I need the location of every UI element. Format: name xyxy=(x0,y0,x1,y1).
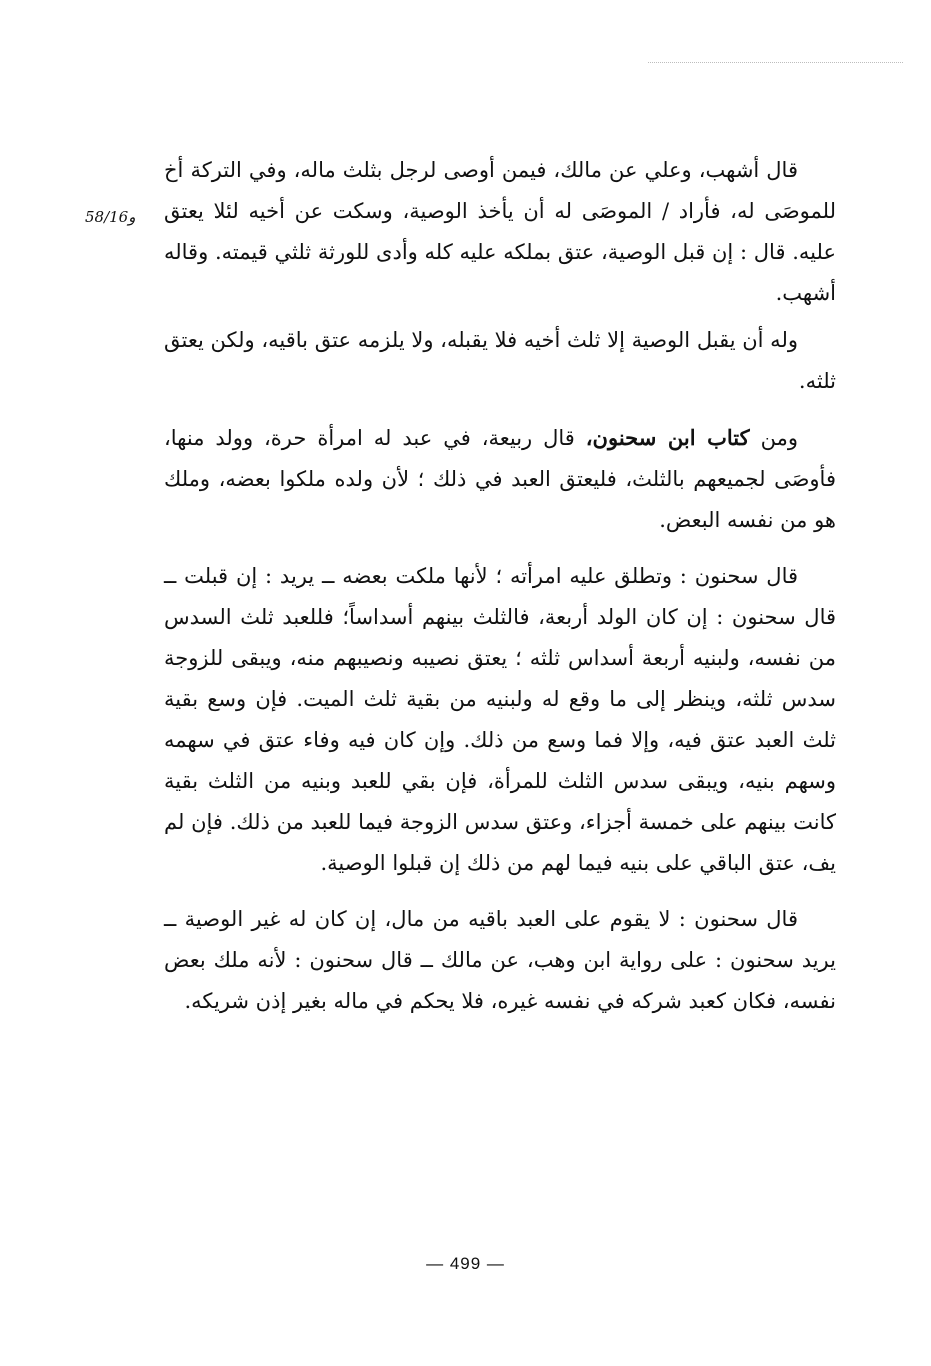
paragraph-1-line-2: للموصَى له، فأراد / الموصَى له أن يأخذ الوصية، وسكت عن أخيه لئلا يعتق xyxy=(164,199,836,223)
paragraph-5-line-1: قال سحنون : لا يقوم على العبد باقيه من مال، إن كان له غير الوصية ــ xyxy=(164,907,798,931)
paragraph-2-line-1: وله أن يقبل الوصية إلا ثلث أخيه فلا يقبله، ولا يلزمه عتق باقيه، ولكن xyxy=(210,328,798,352)
paragraph-3-lead: ومن xyxy=(760,426,798,450)
paragraph-5-line-3: نفسه، فكان كعبد شركه في نفسه غيره، فلا يحكم في ماله بغير إذن شريكه. xyxy=(184,989,836,1013)
paragraph-4 xyxy=(164,556,836,884)
paragraph-4-line-3: السدس من نفسه، ولبنيه أربعة أسداس ثلثه ؛ يعتق نصيبه ونصيبهم منه، ويبقى xyxy=(164,605,836,670)
paragraph-3-line-1-rest: قال ربيعة، في عبد له امرأة حرة، وولد منها، xyxy=(164,426,575,450)
manuscript-folio-note: 58/16و xyxy=(85,208,136,226)
paragraph-1 xyxy=(164,150,836,314)
paragraph-5-line-2: يريد سحنون : على رواية ابن وهب، عن مالك ــ قال سحنون : لأنه ملك بعض xyxy=(164,948,836,972)
paragraph-4-line-7: كانت بينهم على خمسة أجزاء، وعتق سدس الزوجة فيما للعبد من ذلك. فإن لم xyxy=(164,810,836,834)
page-number: — 499 — xyxy=(426,1254,505,1273)
paragraph-2-line-2: يعتق ثلثه. xyxy=(164,328,836,393)
body-text xyxy=(164,150,836,1022)
paragraph-4-line-5: ثلث العبد عتق فيه، وإلا فما وسع من ذلك. وإن كان فيه وفاء عتق في سهمه xyxy=(164,728,836,752)
paragraph-2 xyxy=(164,320,836,402)
paragraph-1-line-4: أشهب. xyxy=(775,281,836,305)
paragraph-4-line-8: يف، عتق الباقي على بنيه فيما لهم من ذلك إن قبلوا الوصية. xyxy=(320,851,836,875)
paragraph-1-line-3: عليه. قال : إن قبل الوصية، عتق بملكه عليه كله وأدى للورثة ثلثي قيمته. وقاله xyxy=(164,240,836,264)
paragraph-3-line-3: هو من نفسه البعض. xyxy=(659,508,836,532)
paragraph-4-line-1: قال سحنون : وتطلق عليه امرأته ؛ لأنها ملكت بعضه ــ يريد : إن xyxy=(235,564,799,588)
paragraph-1-line-1: قال أشهب، وعلي عن مالك، فيمن أوصى لرجل بثلث ماله، وفي التركة أخ xyxy=(164,158,798,182)
book-title: كتاب ابن سحنون، xyxy=(585,425,750,450)
header-rule xyxy=(648,62,903,63)
paragraph-4-line-6: وسهم بنيه، ويبقى سدس الثلث للمرأة، فإن بقي للعبد وبنيه من الثلث بقية xyxy=(164,769,836,793)
paragraph-5 xyxy=(164,899,836,1022)
paragraph-3 xyxy=(164,417,836,541)
paragraph-3-line-2: فأوصَى لجميعهم بالثلث، فليعتق العبد في ذلك ؛ لأن ولده ملكوا بعضه، وملك xyxy=(164,467,836,491)
paragraph-4-line-4: للزوجة سدس ثلثه، وينظر إلى ما وقع له ولبنيه من بقية ثلث الميت. فإن وسع بقية xyxy=(164,646,836,711)
paragraph-4-line-2: قبلت ــ قال سحنون : إن كان الولد أربعة، فالثلث بينهم أسداساً؛ فللعبد ثلث xyxy=(164,564,836,629)
